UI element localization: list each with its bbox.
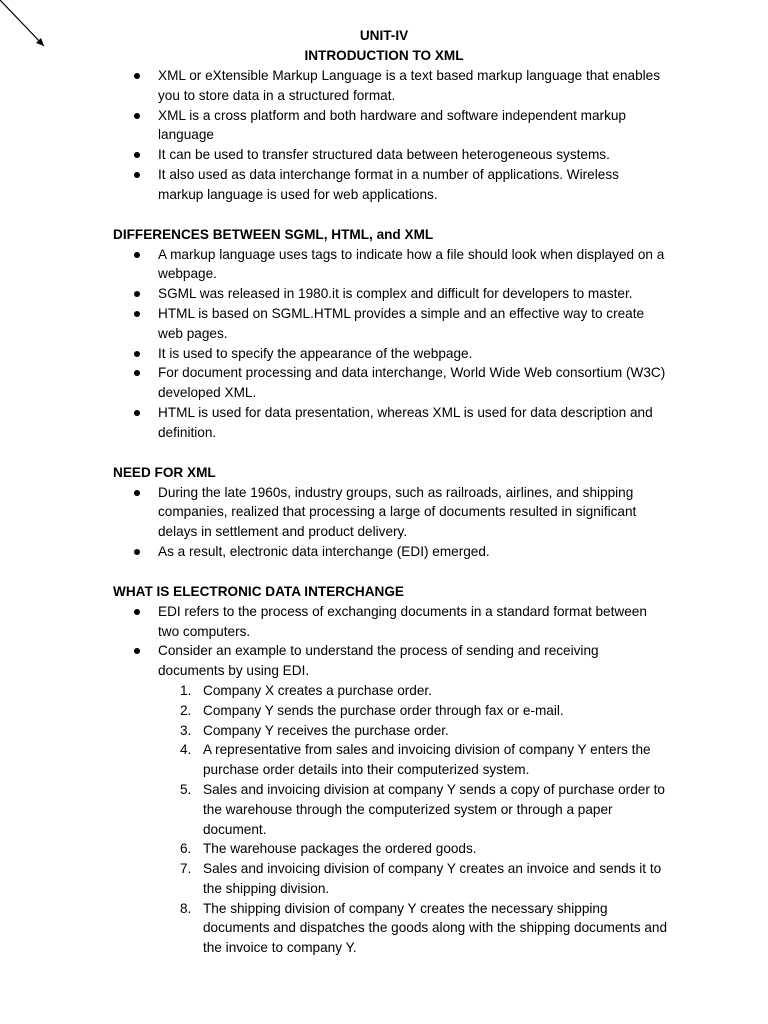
- intro-list: [0, 66, 768, 205]
- bullet-icon: [134, 252, 140, 258]
- bullet-icon: [134, 351, 140, 357]
- section-heading-differences: DIFFERENCES BETWEEN SGML, HTML, and XML: [113, 226, 434, 242]
- bullet-icon: [134, 609, 140, 615]
- edi-steps-list: [0, 681, 768, 958]
- list-item: A markup language uses tags to indicate how a file should look when displayed on a webpage.: [0, 245, 768, 285]
- step-number: 1.: [180, 682, 192, 698]
- list-item: As a result, electronic data interchange (EDI) emerged.: [0, 542, 768, 562]
- step-item: 6. The warehouse packages the ordered goods.: [0, 839, 768, 859]
- list-item: SGML was released in 1980.it is complex and difficult for developers to master.: [0, 284, 768, 304]
- list-item: It can be used to transfer structured data between heterogeneous systems.: [0, 145, 768, 165]
- step-item: 5. Sales and invoicing division at company Y sends a copy of purchase order to the warehouse through the computerized system or through a paper document.: [180, 781, 665, 837]
- bullet-icon: [134, 370, 140, 376]
- step-number: 7.: [180, 861, 192, 877]
- bullet-icon: [134, 410, 140, 416]
- section-heading-need: NEED FOR XML: [113, 464, 216, 480]
- page-title: INTRODUCTION TO XML: [304, 48, 464, 63]
- step-item: 8. The shipping division of company Y creates the necessary shipping documents and dispatches the goods along with the shipping documents and the invoice to company Y.: [180, 900, 668, 956]
- bullet-icon: [134, 113, 140, 119]
- step-number: 5.: [180, 781, 192, 797]
- step-number: 4.: [180, 742, 192, 758]
- unit-label: UNIT-IV: [359, 28, 409, 43]
- list-item: Consider an example to understand the process of sending and receiving documents by using EDI.: [0, 641, 768, 681]
- bullet-icon: [134, 549, 140, 555]
- bullet-icon: [134, 172, 140, 178]
- bullet-icon: [134, 73, 140, 79]
- list-item: XML or eXtensible Markup Language is a text based markup language that enables you to store data in a structured format.: [0, 66, 768, 106]
- step-number: 8.: [180, 900, 192, 916]
- bullet-icon: [134, 291, 140, 297]
- list-item: For document processing and data interchange, World Wide Web consortium (W3C) developed XML.: [0, 363, 768, 403]
- bullet-icon: [134, 490, 140, 496]
- step-number: 2.: [180, 702, 192, 718]
- list-item: It is used to specify the appearance of the webpage.: [0, 344, 768, 364]
- list-item: It also used as data interchange format in a number of applications. Wireless markup language is used for web applications.: [0, 165, 768, 205]
- section-heading-edi: WHAT IS ELECTRONIC DATA INTERCHANGE: [113, 583, 404, 599]
- bullet-icon: [134, 311, 140, 317]
- step-item: 2. Company Y sends the purchase order through fax or e-mail.: [0, 701, 768, 721]
- step-item: 1. Company X creates a purchase order.: [0, 681, 768, 701]
- bullet-icon: [134, 152, 140, 158]
- document-page: [0, 26, 768, 958]
- differences-list: [0, 245, 768, 443]
- edi-list: [0, 602, 768, 681]
- step-item: 7. Sales and invoicing division of company Y creates an invoice and sends it to the shipping division.: [180, 861, 662, 896]
- step-number: 3.: [180, 722, 192, 738]
- list-item: XML is a cross platform and both hardware and software independent markup language: [0, 106, 768, 146]
- bullet-icon: [134, 648, 140, 654]
- step-item: 3. Company Y receives the purchase order.: [0, 721, 768, 741]
- list-item: During the late 1960s, industry groups, such as railroads, airlines, and shipping companies, realized that processing a large of documents resulted in significant delays in settlement and product delivery.: [0, 483, 768, 542]
- list-item: HTML is based on SGML.HTML provides a simple and an effective way to create web pages.: [0, 304, 768, 344]
- step-item: 4. A representative from sales and invoicing division of company Y enters the purchase order details into their computerized system.: [180, 742, 651, 778]
- list-item: HTML is used for data presentation, whereas XML is used for data description and definition.: [0, 403, 768, 443]
- need-list: [0, 483, 768, 562]
- list-item: EDI refers to the process of exchanging documents in a standard format between two computers.: [0, 602, 768, 642]
- step-number: 6.: [180, 841, 192, 857]
